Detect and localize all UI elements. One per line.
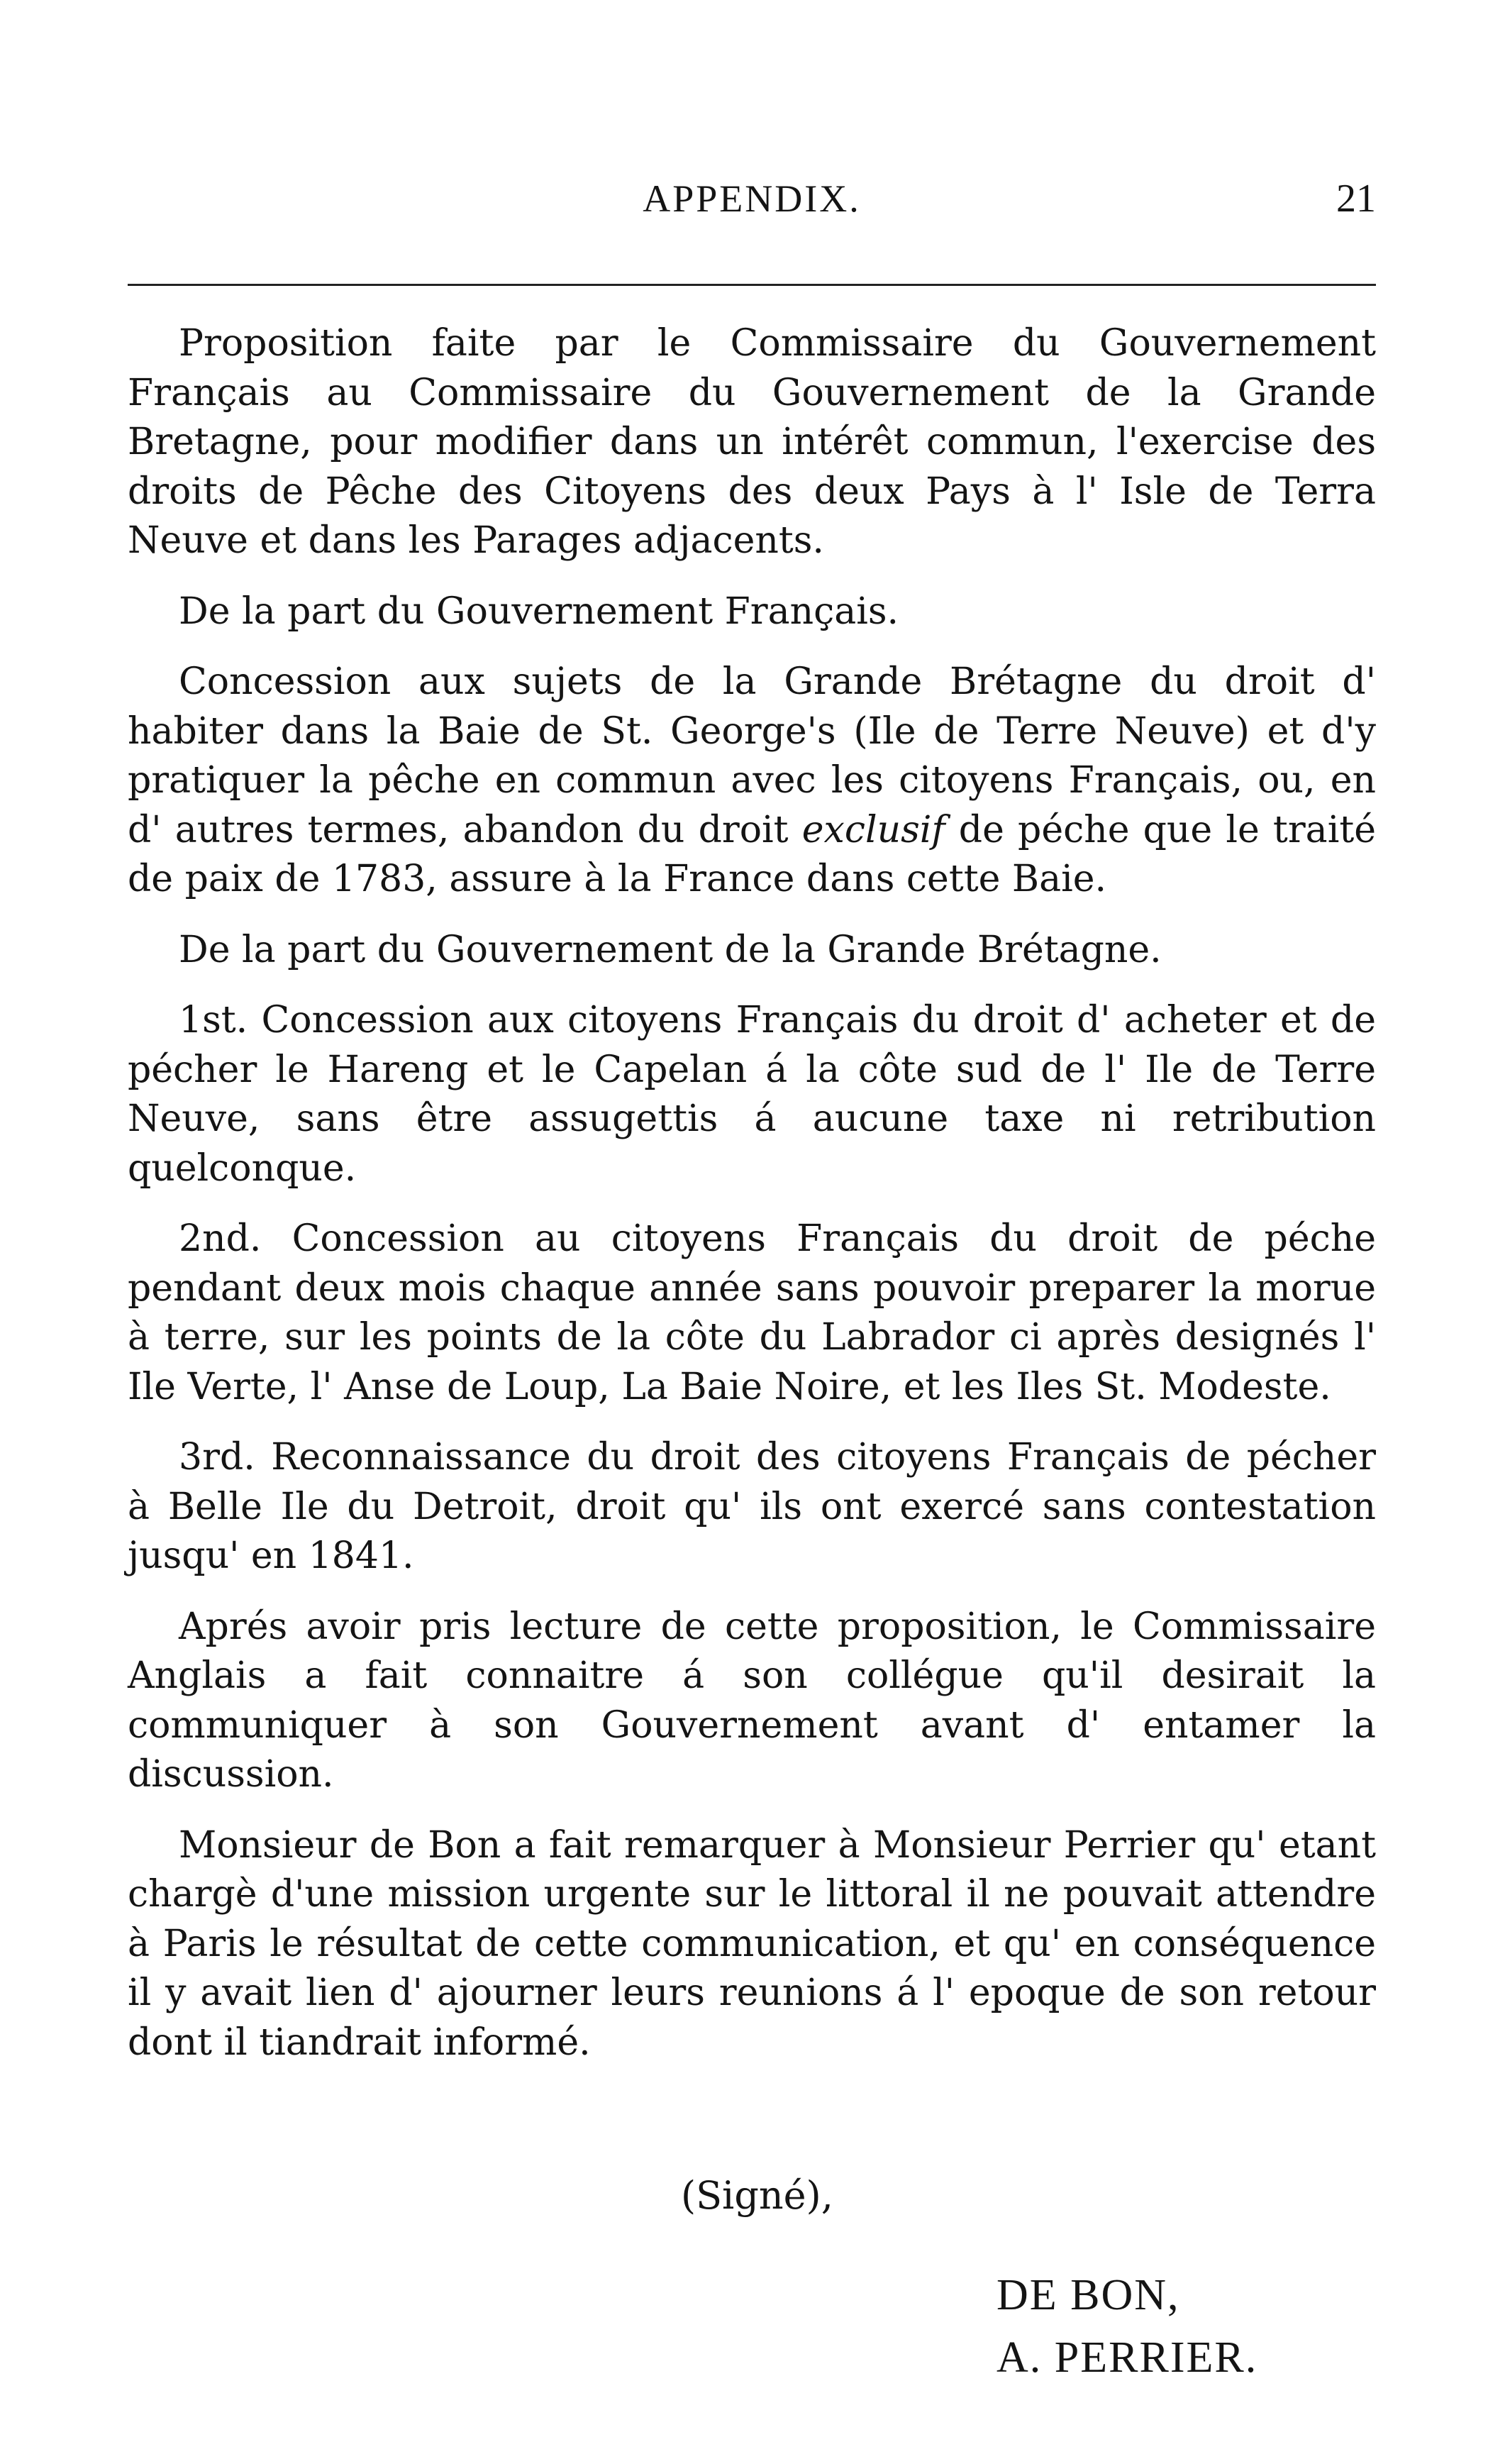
signatory-de-bon: DE BON, [996,2271,1180,2319]
paragraph-proposition: Proposition faite par le Commissaire du Gouvernement Français au Commissaire du Gouvernement de la Grande Bretagne, pour modifier dans un intérêt commun, l'exercise des droits de Pêche des Citoyens des deux Pays à l' Isle de Terra Neuve et dans les Parages adjacents. [128,322,1376,562]
paragraph-heading-british-government: De la part du Gouvernement de la Grande Brétagne. [179,928,1162,971]
document-body [128,319,1376,2089]
paragraph-de-bon-remark: Monsieur de Bon a fait remarquer à Monsieur Perrier qu' etant chargè d'une mission urgente sur le littoral il ne pouvait attendre à Paris le résultat de cette communication, et qu' en conséquence il y avait lien d' ajourner leurs reunions á l' epoque de son retour dont il tiandrait informé. [128,1823,1376,2064]
emphasized-word: exclusif [801,808,945,851]
paragraph-first-concession: 1st. Concession aux citoyens Français du droit d' acheter et de pécher le Hareng et le Capelan á la côte sud de l' Ile de Terre Neuve, sans être assugettis á aucune taxe ni retribution quelconque. [128,999,1376,1190]
header-rule [128,284,1376,286]
paragraph-text: de péche que le traité de paix de 1783, assure à la France dans cette Baie. [128,808,1376,900]
signed-label: (Signé), [681,2173,833,2218]
signature-block [128,2171,1376,2426]
paragraph-second-concession: 2nd. Concession au citoyens Français du droit de péche pendant deux mois chaque année sans pouvoir preparer la morue à terre, sur les points de la côte du Labrador ci après designés l' Ile Verte, l' Anse de Loup, La Baie Noire, et les Iles St. Modeste. [128,1217,1376,1408]
running-head: APPENDIX. [643,177,861,220]
paragraph-heading-french-government: De la part du Gouvernement Français. [179,590,899,633]
page-header [128,174,1376,223]
paragraph-third-recognition: 3rd. Reconnaissance du droit des citoyens Français de pécher à Belle Ile du Detroit, droit qu' ils ont exercé sans contestation jusqu' en 1841. [128,1436,1376,1577]
signatory-perrier: A. PERRIER. [996,2333,1258,2382]
page-number: 21 [1336,177,1376,221]
paragraph-text: Concession aux sujets de la Grande Brétagne du droit d' habiter dans la Baie de St. George's (Ile de Terre Neuve) et d'y pratiquer la pêche en commun avec les citoyens Français, ou, en d' autres termes, abandon du droit [128,661,1376,851]
paragraph-english-commissioner: Aprés avoir pris lecture de cette proposition, le Commissaire Anglais a fait connaitre á son collégue qu'il desirait la communiquer à son Gouvernement avant d' entamer la discussion. [128,1605,1376,1796]
paragraph-concession-st-george [128,658,1376,905]
